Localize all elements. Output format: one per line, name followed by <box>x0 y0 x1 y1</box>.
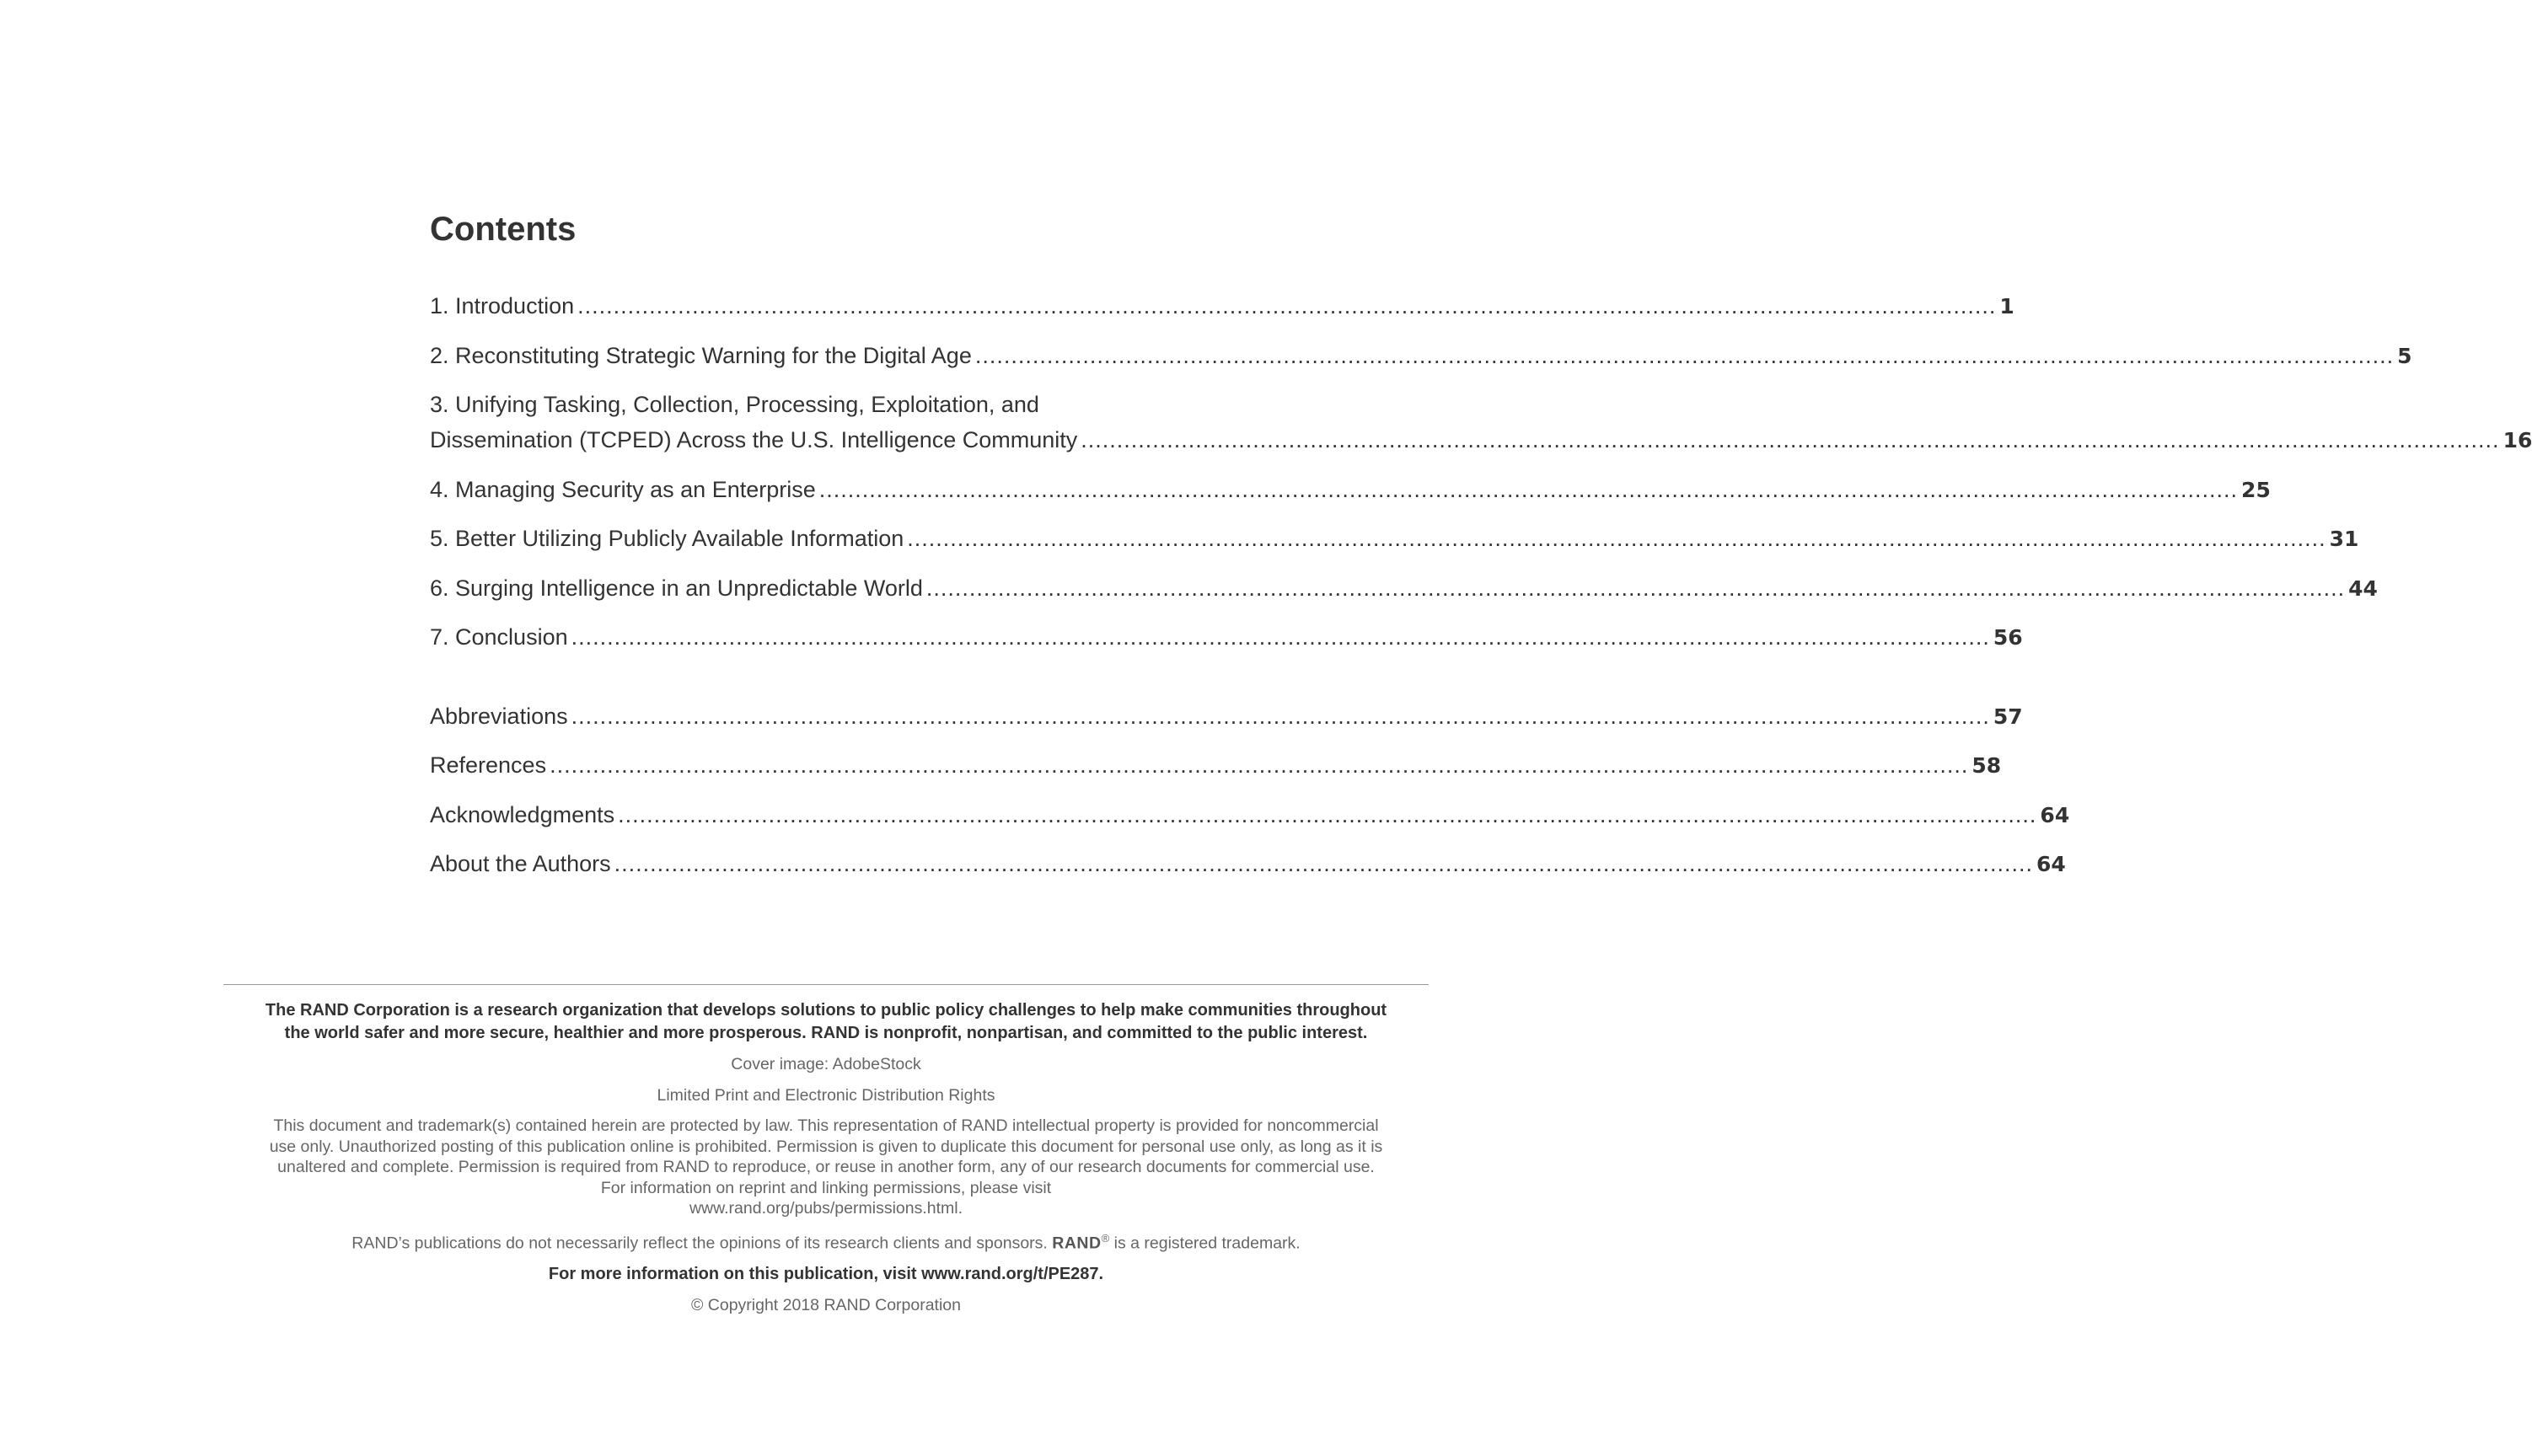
toc-entry-label: Acknowledgments <box>430 801 615 827</box>
toc-entry-abbreviations[interactable] <box>430 699 2023 735</box>
dot-leader: ...................................................................................................................................................................................................... <box>618 801 2037 827</box>
contents-title: Contents <box>430 211 577 248</box>
toc-entry-label-line2: Dissemination (TCPED) Across the U.S. Intelligence Community <box>430 427 1078 452</box>
toc-entry-label: 5. Better Utilizing Publicly Available Information <box>430 526 904 551</box>
toc-entry-references[interactable] <box>430 747 2002 784</box>
rights-statement <box>202 1116 1450 1219</box>
toc-entry-surging-intelligence[interactable] <box>430 570 2378 607</box>
toc-entry-introduction[interactable] <box>430 288 2014 324</box>
toc-entry-label: 7. Conclusion <box>430 624 568 650</box>
toc-entry-tcped[interactable] <box>430 387 2532 458</box>
disclaimer-text: RAND’s publications do not necessarily reflect the opinions of its research clients and sponsors. <box>351 1234 1048 1252</box>
toc-section-gap <box>430 669 1220 699</box>
toc-entry-label: References <box>430 752 547 778</box>
copyright: © Copyright 2018 RAND Corporation <box>690 1296 962 1314</box>
rand-trademark-logo: RAND <box>1052 1234 1102 1252</box>
dot-leader: ...................................................................................................................................................................................................... <box>1081 427 2500 452</box>
mission-line: the world safer and more secure, healthier and more prosperous. RAND is nonprofit, nonpartisan, and committed to the public interest. <box>284 1024 1368 1042</box>
toc-entry-page: 1 <box>1999 294 2014 318</box>
toc-entry-page: 31 <box>2329 527 2359 551</box>
rights-line: This document and trademark(s) contained herein are protected by law. This representation of RAND intellectual property is provided for noncommercial <box>273 1116 1379 1135</box>
mission-line: The RAND Corporation is a research organization that develops solutions to public policy challenges to help make communities throughout <box>265 1001 1387 1020</box>
dot-leader: ...................................................................................................................................................................................................... <box>571 703 1990 729</box>
toc-entry-label: 2. Reconstituting Strategic Warning for the Digital Age <box>430 342 972 368</box>
colophon <box>202 999 1450 1325</box>
toc-entry-page: 56 <box>1993 625 2023 650</box>
toc-entry-strategic-warning[interactable] <box>430 338 2412 374</box>
mission-statement <box>202 999 1450 1045</box>
toc-entry-label: 6. Surging Intelligence in an Unpredictable World <box>430 575 923 601</box>
dot-leader: ...................................................................................................................................................................................................... <box>925 575 2346 601</box>
rights-line: use only. Unauthorized posting of this publication online is prohibited. Permission is given to duplicate this document for personal use only, as long as it is <box>269 1137 1383 1156</box>
toc-entry-label: 4. Managing Security as an Enterprise <box>430 476 816 502</box>
more-info-link[interactable]: For more information on this publication, visit www.rand.org/t/PE287. <box>548 1265 1104 1283</box>
dot-leader: ...................................................................................................................................................................................................... <box>907 526 2326 551</box>
toc-entry-label: 1. Introduction <box>430 293 575 318</box>
toc-entry-page: 25 <box>2241 477 2271 502</box>
toc-entry-label-line1: 3. Unifying Tasking, Collection, Processing, Exploitation, and <box>430 392 1039 417</box>
dot-leader: ...................................................................................................................................................................................................... <box>571 624 1990 650</box>
registered-symbol: ® <box>1101 1231 1110 1245</box>
dot-leader: ...................................................................................................................................................................................................... <box>818 476 2239 502</box>
toc-entry-public-information[interactable] <box>430 521 2359 557</box>
rights-heading: Limited Print and Electronic Distribution Rights <box>657 1086 995 1105</box>
rights-line: unaltered and complete. Permission is required from RAND to reproduce, or reuse in another form, any of our research documents for commercial use. <box>277 1158 1375 1176</box>
toc-entry-acknowledgments[interactable] <box>430 797 2070 833</box>
permissions-link[interactable]: www.rand.org/pubs/permissions.html. <box>689 1199 963 1218</box>
dot-leader: ...................................................................................................................................................................................................... <box>577 293 1997 318</box>
table-of-contents <box>430 207 2532 896</box>
dot-leader: ...................................................................................................................................................................................................... <box>614 851 2033 876</box>
toc-entry-managing-security[interactable] <box>430 472 2271 508</box>
cover-image-credit: Cover image: AdobeStock <box>731 1055 921 1073</box>
toc-entry-page: 16 <box>2502 428 2532 452</box>
disclaimer-suffix: is a registered trademark. <box>1113 1234 1301 1252</box>
toc-entry-label: Abbreviations <box>430 703 568 729</box>
dot-leader: ...................................................................................................................................................................................................... <box>550 752 1969 778</box>
toc-entry-about-authors[interactable] <box>430 846 2066 882</box>
dot-leader: ...................................................................................................................................................................................................... <box>974 342 2395 368</box>
toc-entry-conclusion[interactable] <box>430 619 2023 656</box>
toc-entry-label: About the Authors <box>430 851 611 876</box>
toc-entry-page: 58 <box>1971 753 2002 778</box>
disclaimer <box>202 1228 1450 1255</box>
rights-line: For information on reprint and linking permissions, please visit <box>600 1178 1052 1197</box>
toc-entry-page: 64 <box>2036 852 2066 876</box>
toc-entry-page: 64 <box>2040 802 2070 827</box>
toc-entry-page: 57 <box>1993 704 2023 729</box>
footer-divider <box>223 984 1429 985</box>
toc-entry-page: 5 <box>2397 343 2412 368</box>
toc-entry-page: 44 <box>2348 575 2378 601</box>
